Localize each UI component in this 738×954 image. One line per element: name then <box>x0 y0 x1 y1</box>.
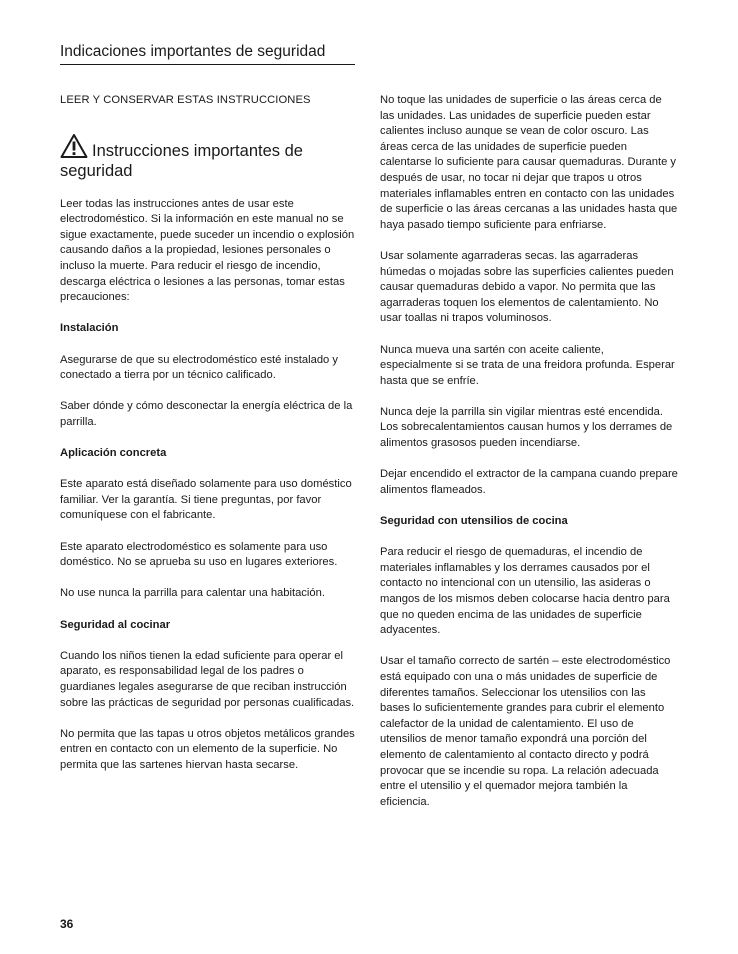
hood-fan-paragraph: Dejar encendido el extractor de la campana cuando prepare alimentos flameados. <box>380 468 678 496</box>
cooking-safety-heading: Seguridad al cocinar <box>60 618 171 631</box>
warning-triangle-icon <box>60 133 88 159</box>
utensil-paragraph-1: Para reducir el riesgo de quemaduras, el incendio de materiales inflamables y los derrames causados por el contacto no intencional con un utensilio, las asideras o mangos de los mismos deben colocarse hacia dentro para que no queden encima de las unidades de superficie adyacentes. <box>380 546 670 637</box>
intro-paragraph: Leer todas las instrucciones antes de usar este electrodoméstico. Si la información en este manual no se sigue exactamente, puede suceder un incendio o explosión causando daños a la propiedad, lesiones personales o incluso la muerte. Para reducir el riesgo de incendio, descarga eléctrica o lesiones a las personas, tomar estas precauciones: <box>60 197 355 304</box>
cooking-paragraph-1: Cuando los niños tienen la edad suficiente para operar el aparato, es responsabilidad legal de los padres o guardianes legales asegurarse de que reciban instrucción sobre las prácticas de seguridad por personas cualificadas. <box>60 649 355 709</box>
unattended-paragraph: Nunca deje la parrilla sin vigilar mientras esté encendida. Los sobrecalentamientos causan humos y los derrames de alimentos grasosos pueden incendiarse. <box>380 405 673 450</box>
page-number: 36 <box>60 917 74 931</box>
utensil-paragraph-2: Usar el tamaño correcto de sartén – este electrodoméstico está equipado con una o más unidades de superficie de diferentes tamaños. Seleccionar los utensilios con las bases lo suficientemente grandes para cubrir el elemento calefactor de la unidad de calentamiento. El uso de utensilios de menor tamaño expondrá una porción del elemento de calentamiento al contacto directo y podrá provocar que se incendie su ropa. La relación adecuada entre el utensilio y el quemador mejora también la eficiencia. <box>380 655 671 808</box>
hot-oil-paragraph: Nunca mueva una sartén con aceite caliente, especialmente si se trata de una freidora profunda. Esperar hasta que se enfríe. <box>380 343 675 387</box>
application-paragraph-2: Este aparato electrodoméstico es solamente para uso doméstico. No se aprueba su uso en lugares exteriores. <box>60 540 338 569</box>
utensil-safety-heading: Seguridad con utensilios de cocina <box>380 515 568 528</box>
section-title: Instrucciones importantes de seguridad <box>60 141 303 180</box>
page-header <box>60 43 355 65</box>
caps-instruction: LEER Y CONSERVAR ESTAS INSTRUCCIONES <box>60 94 311 106</box>
application-heading: Aplicación concreta <box>60 447 167 460</box>
installation-paragraph-1: Asegurarse de que su electrodoméstico esté instalado y conectado a tierra por un técnico calificado. <box>60 353 338 382</box>
installation-heading: Instalación <box>60 322 119 335</box>
application-paragraph-3: No use nunca la parrilla para calentar una habitación. <box>60 587 325 600</box>
installation-paragraph-2: Saber dónde y cómo desconectar la energía eléctrica de la parrilla. <box>60 400 353 428</box>
cooking-paragraph-2: No permita que las tapas u otros objetos metálicos grandes entren en contacto con un elemento de la superficie. No permita que las sartenes hiervan hasta secarse. <box>60 727 355 771</box>
surface-units-paragraph: No toque las unidades de superficie o las áreas cerca de las unidades. Las unidades de superficie pueden estar calientes incluso aunque se vean de color oscuro. Las áreas cerca de las unidades de superficie pueden calentarse lo suficiente para causar quemaduras. Durante y después de usar, no tocar ni dejar que trapos u otros materiales inflamables entren en contacto con las unidades de superficie o las áreas cercanas a las unidades hasta que haya pasado tiempo suficiente para enfriarse. <box>380 94 678 231</box>
application-paragraph-1: Este aparato está diseñado solamente para uso doméstico familiar. Ver la garantía. Si tiene preguntas, por favor comuníquese con el fabricante. <box>60 478 352 522</box>
left-column <box>60 93 358 789</box>
page-title: Indicaciones importantes de seguridad <box>60 43 326 60</box>
potholders-paragraph: Usar solamente agarraderas secas. las agarraderas húmedas o mojadas sobre las superficies calientes pueden causar quemaduras debido a vapor. No permita que las agarraderas toquen los elementos de calentamiento. No usar toallas ni trapos voluminosos. <box>380 249 674 325</box>
section-heading <box>60 133 358 181</box>
right-column <box>380 93 678 826</box>
